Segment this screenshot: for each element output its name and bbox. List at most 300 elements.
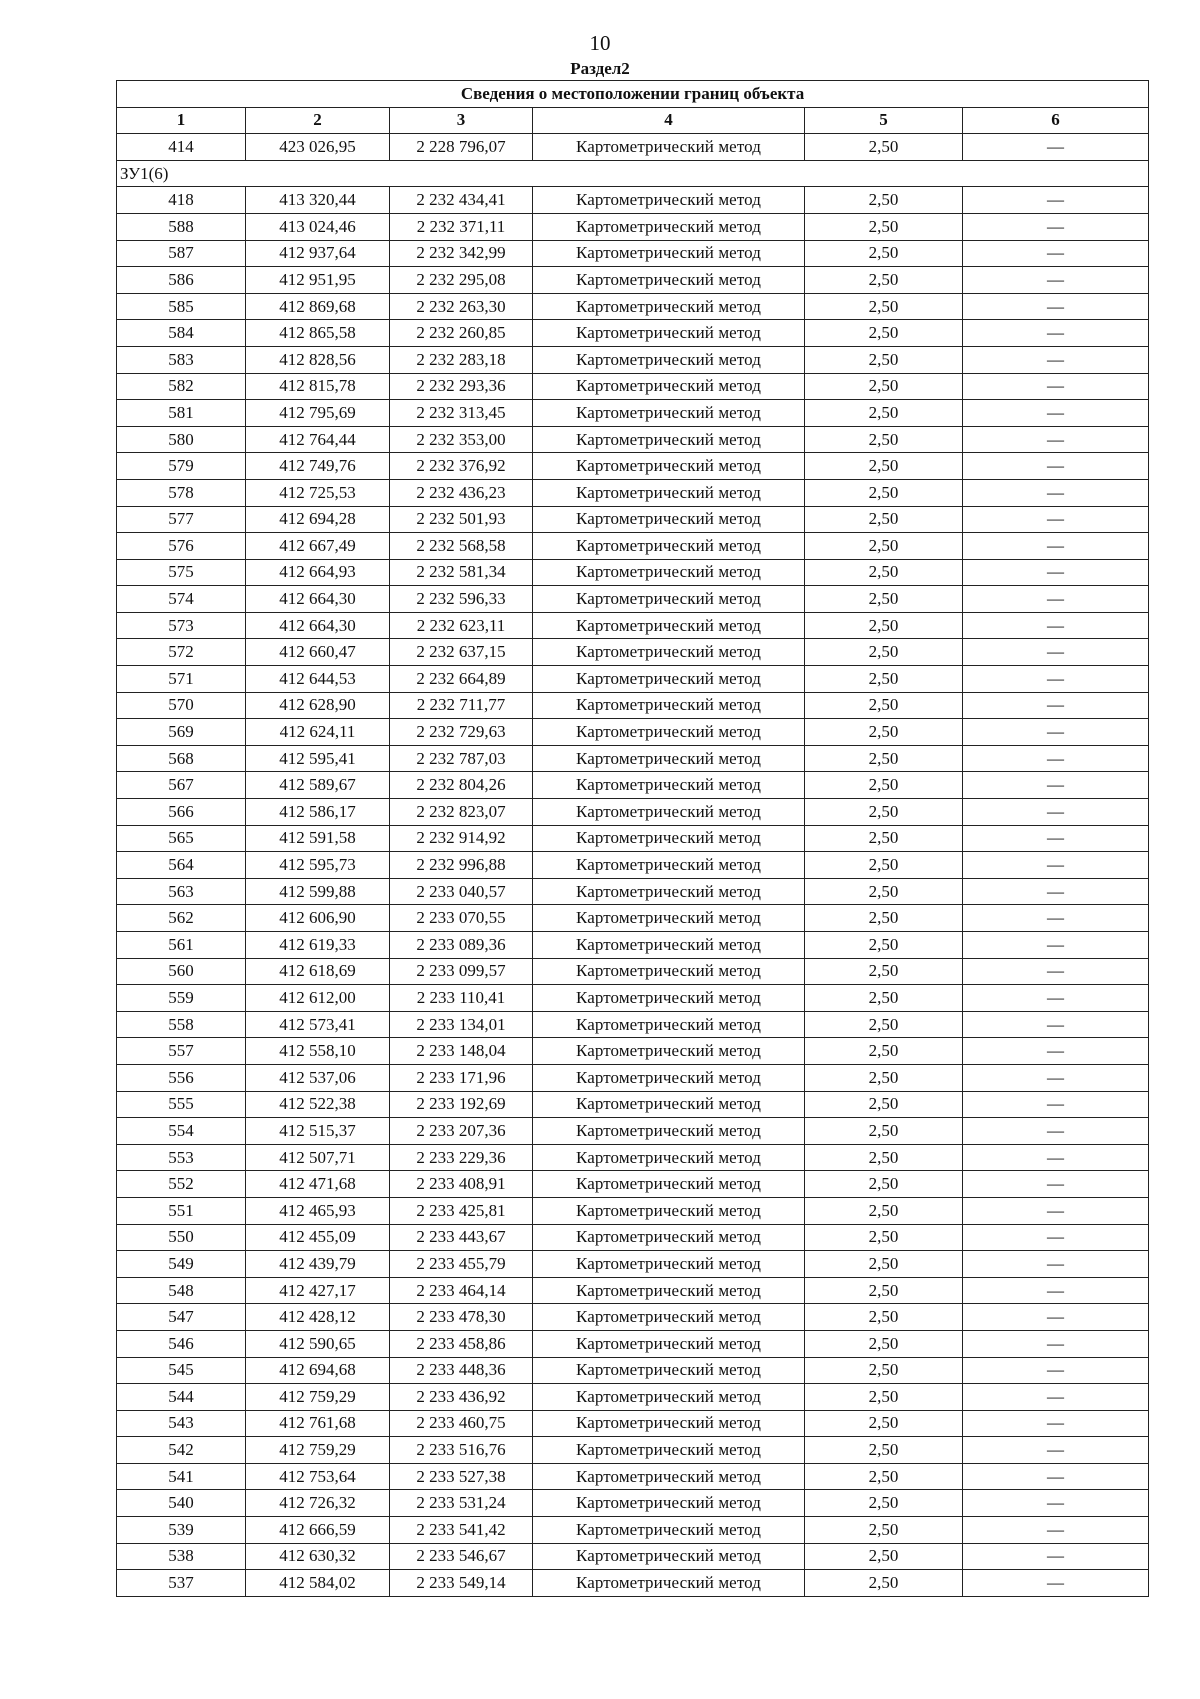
y-coordinate-cell: 2 233 134,01 [390, 1011, 533, 1038]
point-number-cell: 568 [117, 745, 246, 772]
method-cell: Картометрический метод [533, 878, 805, 905]
description-cell: — [963, 213, 1149, 240]
table-row [117, 1197, 1149, 1224]
accuracy-cell: 2,50 [805, 1038, 963, 1065]
y-coordinate-cell: 2 232 787,03 [390, 745, 533, 772]
point-number-cell: 585 [117, 293, 246, 320]
point-number-cell: 580 [117, 426, 246, 453]
accuracy-cell: 2,50 [805, 213, 963, 240]
column-header: 3 [390, 107, 533, 134]
x-coordinate-cell: 412 558,10 [246, 1038, 390, 1065]
table-row [117, 958, 1149, 985]
table-row [117, 453, 1149, 480]
point-number-cell: 537 [117, 1570, 246, 1597]
table-row [117, 878, 1149, 905]
y-coordinate-cell: 2 233 458,86 [390, 1330, 533, 1357]
point-number-cell: 588 [117, 213, 246, 240]
description-cell: — [963, 985, 1149, 1012]
land-plot-label: ЗУ1(6) [117, 160, 1149, 187]
point-number-cell: 579 [117, 453, 246, 480]
accuracy-cell: 2,50 [805, 1357, 963, 1384]
y-coordinate-cell: 2 233 546,67 [390, 1543, 533, 1570]
accuracy-cell: 2,50 [805, 825, 963, 852]
method-cell: Картометрический метод [533, 1118, 805, 1145]
y-coordinate-cell: 2 233 443,67 [390, 1224, 533, 1251]
description-cell: — [963, 1330, 1149, 1357]
description-cell: — [963, 187, 1149, 214]
x-coordinate-cell: 412 573,41 [246, 1011, 390, 1038]
table-row [117, 825, 1149, 852]
y-coordinate-cell: 2 233 541,42 [390, 1517, 533, 1544]
description-cell: — [963, 745, 1149, 772]
table-row [117, 852, 1149, 879]
method-cell: Картометрический метод [533, 373, 805, 400]
table-row [117, 1091, 1149, 1118]
x-coordinate-cell: 412 537,06 [246, 1064, 390, 1091]
x-coordinate-cell: 412 507,71 [246, 1144, 390, 1171]
description-cell: — [963, 1091, 1149, 1118]
x-coordinate-cell: 412 667,49 [246, 533, 390, 560]
x-coordinate-cell: 412 427,17 [246, 1277, 390, 1304]
x-coordinate-cell: 412 664,93 [246, 559, 390, 586]
x-coordinate-cell: 412 599,88 [246, 878, 390, 905]
description-cell: — [963, 1197, 1149, 1224]
table-row [117, 373, 1149, 400]
accuracy-cell: 2,50 [805, 1570, 963, 1597]
method-cell: Картометрический метод [533, 1410, 805, 1437]
y-coordinate-cell: 2 233 436,92 [390, 1384, 533, 1411]
point-number-cell: 543 [117, 1410, 246, 1437]
table-row [117, 479, 1149, 506]
method-cell: Картометрический метод [533, 1197, 805, 1224]
accuracy-cell: 2,50 [805, 400, 963, 427]
column-header: 5 [805, 107, 963, 134]
y-coordinate-cell: 2 232 637,15 [390, 639, 533, 666]
description-cell: — [963, 293, 1149, 320]
table-row [117, 692, 1149, 719]
table-row [117, 1410, 1149, 1437]
table-caption-row [117, 81, 1149, 108]
description-cell: — [963, 719, 1149, 746]
description-cell: — [963, 1463, 1149, 1490]
y-coordinate-cell: 2 232 729,63 [390, 719, 533, 746]
method-cell: Картометрический метод [533, 1144, 805, 1171]
x-coordinate-cell: 412 439,79 [246, 1251, 390, 1278]
x-coordinate-cell: 412 764,44 [246, 426, 390, 453]
y-coordinate-cell: 2 233 425,81 [390, 1197, 533, 1224]
x-coordinate-cell: 412 584,02 [246, 1570, 390, 1597]
table-row [117, 1357, 1149, 1384]
description-cell: — [963, 586, 1149, 613]
accuracy-cell: 2,50 [805, 1437, 963, 1464]
accuracy-cell: 2,50 [805, 1091, 963, 1118]
method-cell: Картометрический метод [533, 666, 805, 693]
method-cell: Картометрический метод [533, 1038, 805, 1065]
table-row [117, 533, 1149, 560]
point-number-cell: 566 [117, 799, 246, 826]
y-coordinate-cell: 2 232 283,18 [390, 346, 533, 373]
description-cell: — [963, 932, 1149, 959]
description-cell: — [963, 692, 1149, 719]
y-coordinate-cell: 2 233 460,75 [390, 1410, 533, 1437]
point-number-cell: 551 [117, 1197, 246, 1224]
method-cell: Картометрический метод [533, 852, 805, 879]
method-cell: Картометрический метод [533, 799, 805, 826]
description-cell: — [963, 958, 1149, 985]
accuracy-cell: 2,50 [805, 1410, 963, 1437]
y-coordinate-cell: 2 233 455,79 [390, 1251, 533, 1278]
method-cell: Картометрический метод [533, 479, 805, 506]
y-coordinate-cell: 2 233 229,36 [390, 1144, 533, 1171]
method-cell: Картометрический метод [533, 134, 805, 161]
x-coordinate-cell: 412 694,28 [246, 506, 390, 533]
point-number-cell: 572 [117, 639, 246, 666]
description-cell: — [963, 772, 1149, 799]
table-row [117, 1543, 1149, 1570]
x-coordinate-cell: 412 606,90 [246, 905, 390, 932]
y-coordinate-cell: 2 232 804,26 [390, 772, 533, 799]
x-coordinate-cell: 412 586,17 [246, 799, 390, 826]
method-cell: Картометрический метод [533, 426, 805, 453]
x-coordinate-cell: 412 628,90 [246, 692, 390, 719]
x-coordinate-cell: 412 795,69 [246, 400, 390, 427]
accuracy-cell: 2,50 [805, 1543, 963, 1570]
method-cell: Картометрический метод [533, 1357, 805, 1384]
y-coordinate-cell: 2 232 260,85 [390, 320, 533, 347]
x-coordinate-cell: 412 753,64 [246, 1463, 390, 1490]
y-coordinate-cell: 2 232 436,23 [390, 479, 533, 506]
description-cell: — [963, 878, 1149, 905]
accuracy-cell: 2,50 [805, 1118, 963, 1145]
point-number-cell: 561 [117, 932, 246, 959]
method-cell: Картометрический метод [533, 772, 805, 799]
description-cell: — [963, 134, 1149, 161]
y-coordinate-cell: 2 232 596,33 [390, 586, 533, 613]
point-number-cell: 586 [117, 267, 246, 294]
x-coordinate-cell: 412 828,56 [246, 346, 390, 373]
method-cell: Картометрический метод [533, 612, 805, 639]
column-header: 2 [246, 107, 390, 134]
x-coordinate-cell: 412 455,09 [246, 1224, 390, 1251]
point-number-cell: 546 [117, 1330, 246, 1357]
accuracy-cell: 2,50 [805, 1171, 963, 1198]
accuracy-cell: 2,50 [805, 240, 963, 267]
method-cell: Картометрический метод [533, 1091, 805, 1118]
point-number-cell: 540 [117, 1490, 246, 1517]
accuracy-cell: 2,50 [805, 1517, 963, 1544]
column-number-row [117, 107, 1149, 134]
point-number-cell: 559 [117, 985, 246, 1012]
y-coordinate-cell: 2 232 376,92 [390, 453, 533, 480]
point-number-cell: 538 [117, 1543, 246, 1570]
table-row [117, 1224, 1149, 1251]
x-coordinate-cell: 412 619,33 [246, 932, 390, 959]
point-number-cell: 553 [117, 1144, 246, 1171]
accuracy-cell: 2,50 [805, 320, 963, 347]
description-cell: — [963, 1410, 1149, 1437]
point-number-cell: 555 [117, 1091, 246, 1118]
description-cell: — [963, 1011, 1149, 1038]
point-number-cell: 573 [117, 612, 246, 639]
point-number-cell: 562 [117, 905, 246, 932]
point-number-cell: 564 [117, 852, 246, 879]
group-label-row [117, 160, 1149, 187]
method-cell: Картометрический метод [533, 1517, 805, 1544]
x-coordinate-cell: 412 749,76 [246, 453, 390, 480]
description-cell: — [963, 799, 1149, 826]
table-row [117, 586, 1149, 613]
point-number-cell: 549 [117, 1251, 246, 1278]
point-number-cell: 583 [117, 346, 246, 373]
description-cell: — [963, 1517, 1149, 1544]
table-row [117, 985, 1149, 1012]
description-cell: — [963, 1144, 1149, 1171]
method-cell: Картометрический метод [533, 1277, 805, 1304]
description-cell: — [963, 1064, 1149, 1091]
y-coordinate-cell: 2 233 192,69 [390, 1091, 533, 1118]
y-coordinate-cell: 2 233 148,04 [390, 1038, 533, 1065]
table-row [117, 719, 1149, 746]
method-cell: Картометрический метод [533, 267, 805, 294]
table-row [117, 905, 1149, 932]
point-number-cell: 567 [117, 772, 246, 799]
y-coordinate-cell: 2 232 581,34 [390, 559, 533, 586]
boundary-coordinates-table [116, 80, 1149, 1597]
y-coordinate-cell: 2 233 527,38 [390, 1463, 533, 1490]
point-number-cell: 560 [117, 958, 246, 985]
table-row [117, 799, 1149, 826]
x-coordinate-cell: 412 664,30 [246, 586, 390, 613]
table-row [117, 1437, 1149, 1464]
table-row [117, 134, 1149, 161]
accuracy-cell: 2,50 [805, 612, 963, 639]
point-number-cell: 576 [117, 533, 246, 560]
table-row [117, 187, 1149, 214]
point-number-cell: 569 [117, 719, 246, 746]
x-coordinate-cell: 412 761,68 [246, 1410, 390, 1437]
method-cell: Картометрический метод [533, 745, 805, 772]
table-row [117, 1330, 1149, 1357]
description-cell: — [963, 639, 1149, 666]
x-coordinate-cell: 412 624,11 [246, 719, 390, 746]
x-coordinate-cell: 412 630,32 [246, 1543, 390, 1570]
x-coordinate-cell: 412 726,32 [246, 1490, 390, 1517]
table-row [117, 666, 1149, 693]
y-coordinate-cell: 2 233 089,36 [390, 932, 533, 959]
column-header: 4 [533, 107, 805, 134]
method-cell: Картометрический метод [533, 213, 805, 240]
column-header: 6 [963, 107, 1149, 134]
description-cell: — [963, 559, 1149, 586]
y-coordinate-cell: 2 232 342,99 [390, 240, 533, 267]
x-coordinate-cell: 412 595,41 [246, 745, 390, 772]
accuracy-cell: 2,50 [805, 985, 963, 1012]
table-row [117, 1171, 1149, 1198]
x-coordinate-cell: 412 660,47 [246, 639, 390, 666]
description-cell: — [963, 905, 1149, 932]
table-row [117, 1463, 1149, 1490]
x-coordinate-cell: 412 515,37 [246, 1118, 390, 1145]
y-coordinate-cell: 2 233 110,41 [390, 985, 533, 1012]
description-cell: — [963, 426, 1149, 453]
x-coordinate-cell: 412 937,64 [246, 240, 390, 267]
method-cell: Картометрический метод [533, 586, 805, 613]
table-row [117, 1038, 1149, 1065]
y-coordinate-cell: 2 232 823,07 [390, 799, 533, 826]
accuracy-cell: 2,50 [805, 1490, 963, 1517]
x-coordinate-cell: 412 589,67 [246, 772, 390, 799]
table-row [117, 320, 1149, 347]
description-cell: — [963, 1304, 1149, 1331]
y-coordinate-cell: 2 232 353,00 [390, 426, 533, 453]
accuracy-cell: 2,50 [805, 772, 963, 799]
accuracy-cell: 2,50 [805, 932, 963, 959]
y-coordinate-cell: 2 232 664,89 [390, 666, 533, 693]
accuracy-cell: 2,50 [805, 586, 963, 613]
point-number-cell: 587 [117, 240, 246, 267]
description-cell: — [963, 666, 1149, 693]
x-coordinate-cell: 412 644,53 [246, 666, 390, 693]
description-cell: — [963, 612, 1149, 639]
accuracy-cell: 2,50 [805, 852, 963, 879]
table-row [117, 1277, 1149, 1304]
table-row [117, 1144, 1149, 1171]
accuracy-cell: 2,50 [805, 293, 963, 320]
accuracy-cell: 2,50 [805, 559, 963, 586]
method-cell: Картометрический метод [533, 1064, 805, 1091]
table-row [117, 1384, 1149, 1411]
table-row [117, 506, 1149, 533]
table-row [117, 400, 1149, 427]
section-title: Раздел2 [570, 59, 630, 78]
x-coordinate-cell: 412 465,93 [246, 1197, 390, 1224]
accuracy-cell: 2,50 [805, 1304, 963, 1331]
y-coordinate-cell: 2 233 070,55 [390, 905, 533, 932]
description-cell: — [963, 1277, 1149, 1304]
y-coordinate-cell: 2 232 501,93 [390, 506, 533, 533]
point-number-cell: 565 [117, 825, 246, 852]
y-coordinate-cell: 2 232 568,58 [390, 533, 533, 560]
point-number-cell: 554 [117, 1118, 246, 1145]
accuracy-cell: 2,50 [805, 1251, 963, 1278]
point-number-cell: 547 [117, 1304, 246, 1331]
y-coordinate-cell: 2 233 171,96 [390, 1064, 533, 1091]
point-number-cell: 563 [117, 878, 246, 905]
method-cell: Картометрический метод [533, 293, 805, 320]
point-number-cell: 541 [117, 1463, 246, 1490]
table-caption: Сведения о местоположении границ объекта [117, 81, 1149, 108]
y-coordinate-cell: 2 232 623,11 [390, 612, 533, 639]
accuracy-cell: 2,50 [805, 958, 963, 985]
accuracy-cell: 2,50 [805, 1011, 963, 1038]
point-number-cell: 584 [117, 320, 246, 347]
accuracy-cell: 2,50 [805, 267, 963, 294]
method-cell: Картометрический метод [533, 1543, 805, 1570]
page-number: 10 [589, 31, 611, 55]
accuracy-cell: 2,50 [805, 799, 963, 826]
description-cell: — [963, 852, 1149, 879]
method-cell: Картометрический метод [533, 1330, 805, 1357]
table-row [117, 1517, 1149, 1544]
description-cell: — [963, 240, 1149, 267]
table-row [117, 612, 1149, 639]
y-coordinate-cell: 2 232 996,88 [390, 852, 533, 879]
accuracy-cell: 2,50 [805, 453, 963, 480]
x-coordinate-cell: 412 869,68 [246, 293, 390, 320]
description-cell: — [963, 1384, 1149, 1411]
y-coordinate-cell: 2 232 295,08 [390, 267, 533, 294]
y-coordinate-cell: 2 233 549,14 [390, 1570, 533, 1597]
point-number-cell: 557 [117, 1038, 246, 1065]
x-coordinate-cell: 412 590,65 [246, 1330, 390, 1357]
table-row [117, 1251, 1149, 1278]
point-number-cell: 542 [117, 1437, 246, 1464]
x-coordinate-cell: 412 471,68 [246, 1171, 390, 1198]
y-coordinate-cell: 2 232 711,77 [390, 692, 533, 719]
description-cell: — [963, 346, 1149, 373]
table-row [117, 639, 1149, 666]
point-number-cell: 558 [117, 1011, 246, 1038]
y-coordinate-cell: 2 232 293,36 [390, 373, 533, 400]
description-cell: — [963, 1437, 1149, 1464]
accuracy-cell: 2,50 [805, 479, 963, 506]
accuracy-cell: 2,50 [805, 1064, 963, 1091]
point-number-cell: 581 [117, 400, 246, 427]
description-cell: — [963, 373, 1149, 400]
table-row [117, 346, 1149, 373]
y-coordinate-cell: 2 228 796,07 [390, 134, 533, 161]
x-coordinate-cell: 412 725,53 [246, 479, 390, 506]
point-number-cell: 548 [117, 1277, 246, 1304]
y-coordinate-cell: 2 232 914,92 [390, 825, 533, 852]
x-coordinate-cell: 412 664,30 [246, 612, 390, 639]
point-number-cell: 550 [117, 1224, 246, 1251]
accuracy-cell: 2,50 [805, 1197, 963, 1224]
x-coordinate-cell: 412 591,58 [246, 825, 390, 852]
point-number-cell: 556 [117, 1064, 246, 1091]
point-number-cell: 575 [117, 559, 246, 586]
method-cell: Картометрический метод [533, 1490, 805, 1517]
x-coordinate-cell: 412 595,73 [246, 852, 390, 879]
x-coordinate-cell: 413 320,44 [246, 187, 390, 214]
table-row [117, 293, 1149, 320]
method-cell: Картометрический метод [533, 1171, 805, 1198]
x-coordinate-cell: 412 759,29 [246, 1437, 390, 1464]
description-cell: — [963, 1118, 1149, 1145]
point-number-cell: 570 [117, 692, 246, 719]
description-cell: — [963, 267, 1149, 294]
x-coordinate-cell: 423 026,95 [246, 134, 390, 161]
accuracy-cell: 2,50 [805, 426, 963, 453]
accuracy-cell: 2,50 [805, 533, 963, 560]
point-number-cell: 418 [117, 187, 246, 214]
column-header: 1 [117, 107, 246, 134]
table-row [117, 213, 1149, 240]
point-number-cell: 539 [117, 1517, 246, 1544]
accuracy-cell: 2,50 [805, 134, 963, 161]
description-cell: — [963, 825, 1149, 852]
point-number-cell: 578 [117, 479, 246, 506]
x-coordinate-cell: 412 666,59 [246, 1517, 390, 1544]
method-cell: Картометрический метод [533, 400, 805, 427]
table-row [117, 932, 1149, 959]
method-cell: Картометрический метод [533, 985, 805, 1012]
description-cell: — [963, 533, 1149, 560]
accuracy-cell: 2,50 [805, 1384, 963, 1411]
accuracy-cell: 2,50 [805, 506, 963, 533]
point-number-cell: 544 [117, 1384, 246, 1411]
y-coordinate-cell: 2 233 448,36 [390, 1357, 533, 1384]
